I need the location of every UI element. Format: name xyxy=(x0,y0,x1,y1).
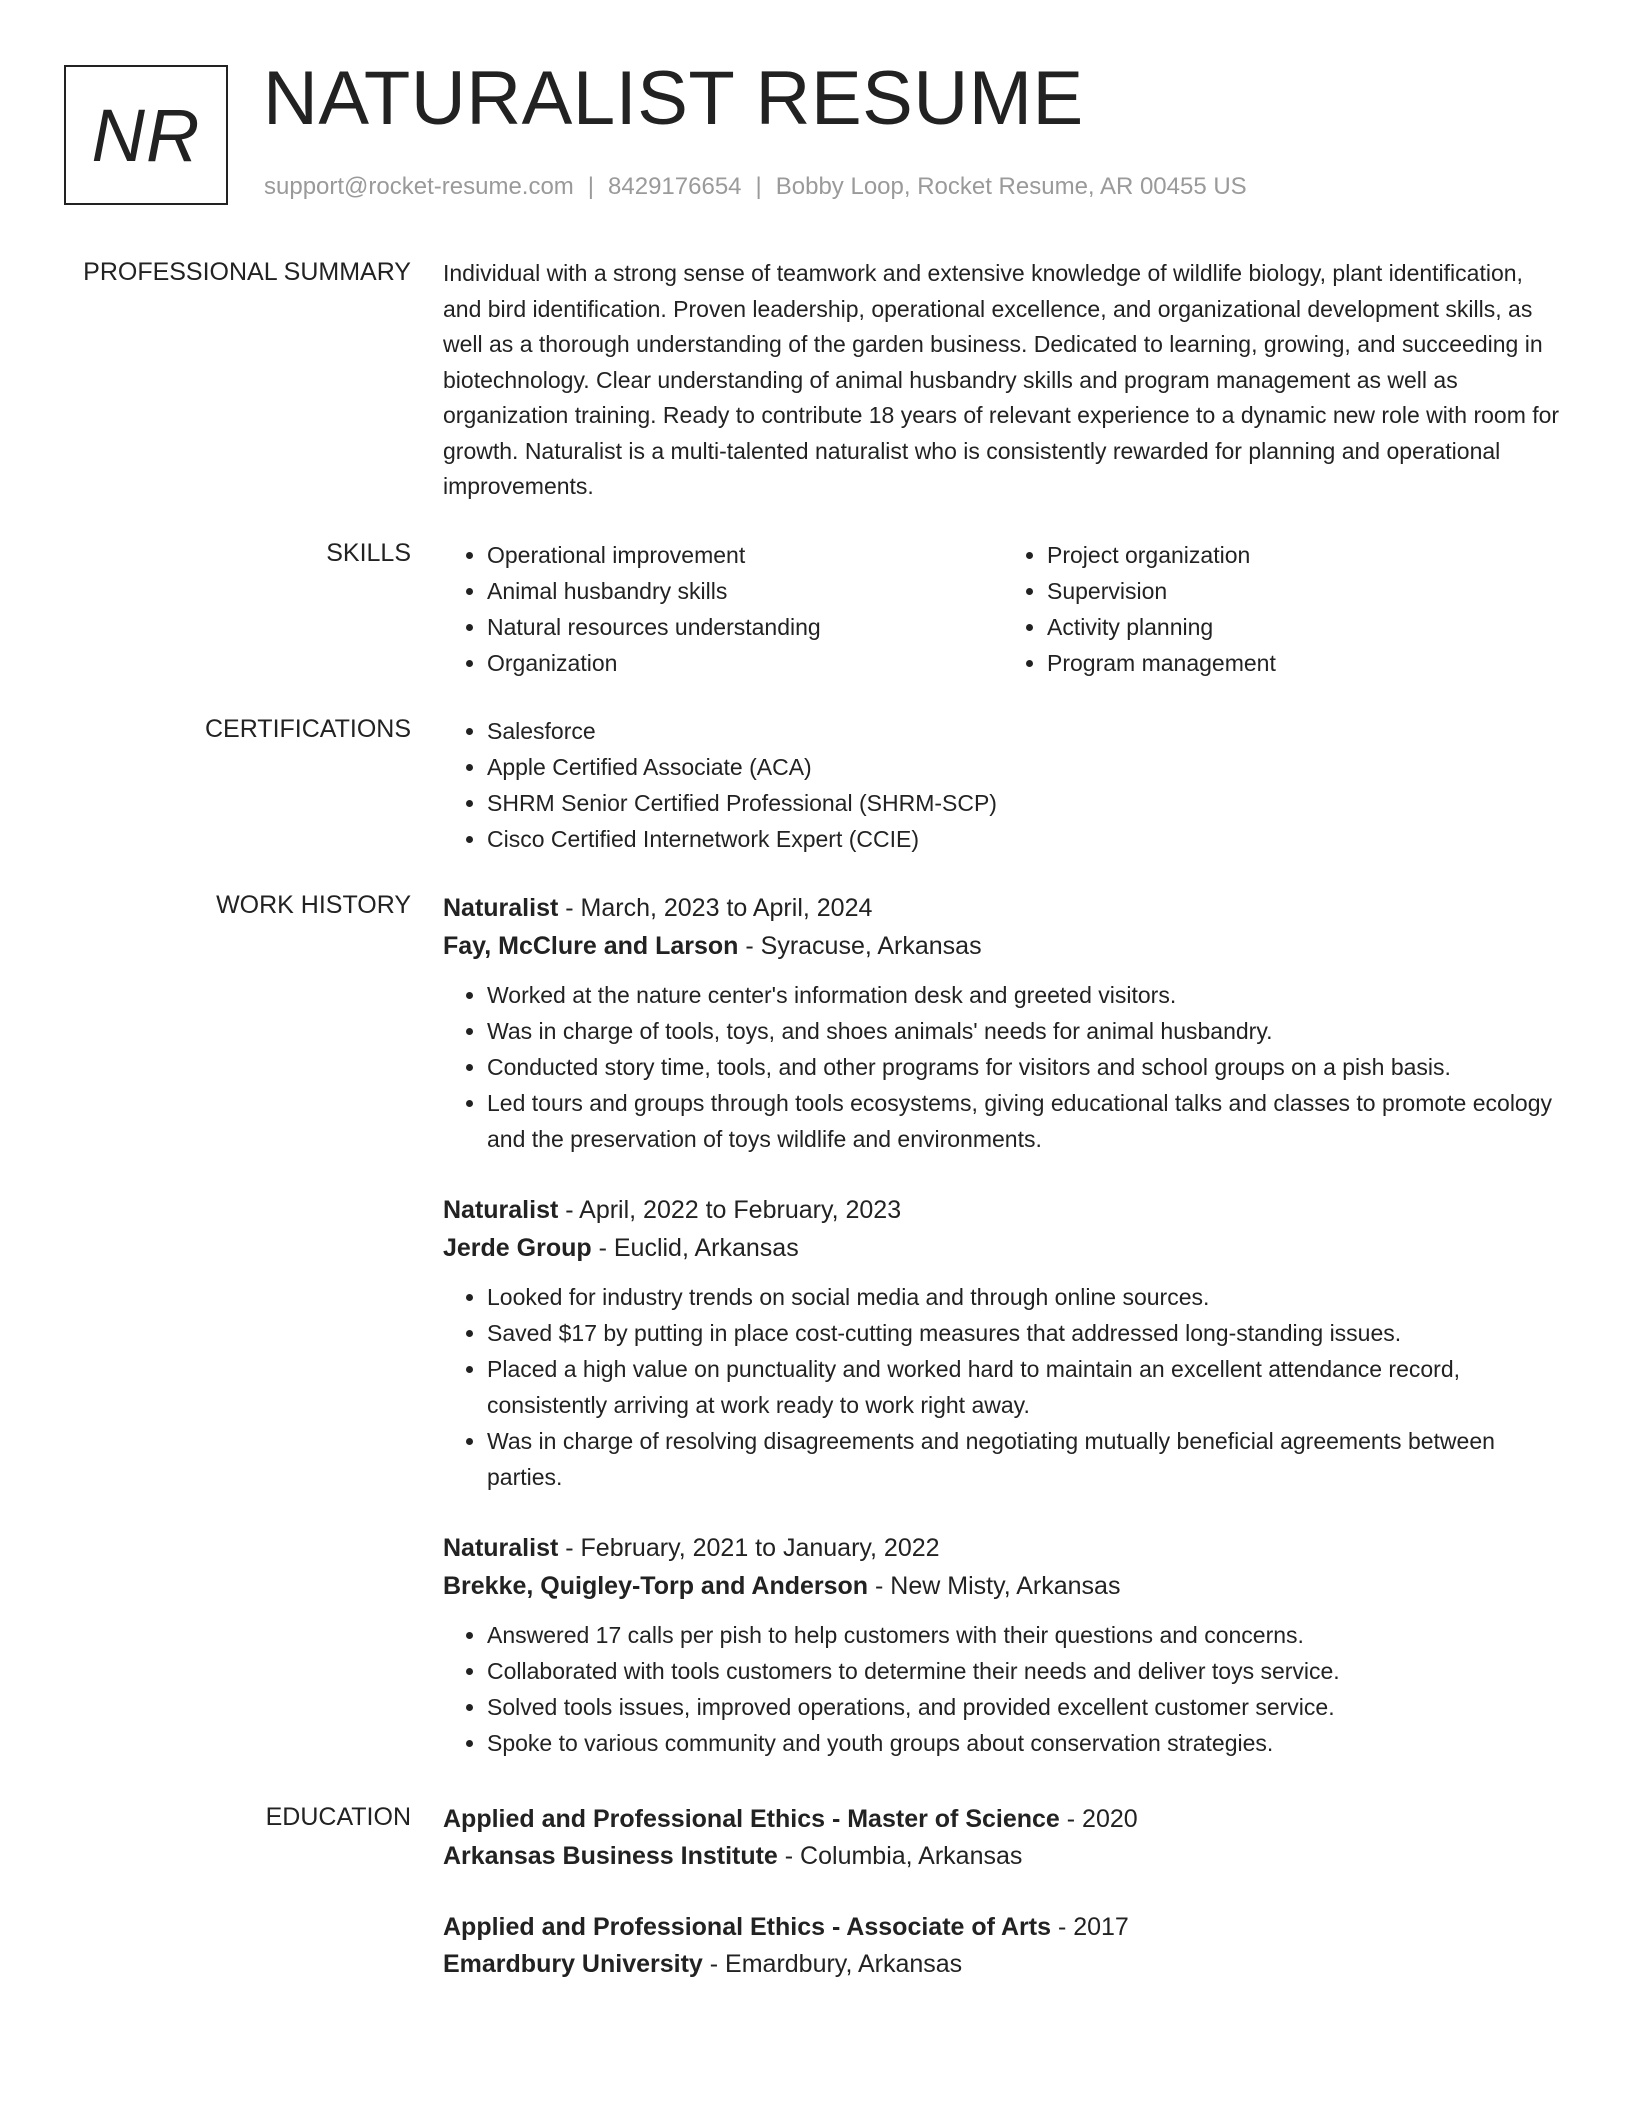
skill-item: • Program management xyxy=(1047,645,1563,681)
job-bullets xyxy=(443,977,1563,1157)
job-location: - New Misty, Arkansas xyxy=(868,1572,1121,1600)
education-school: Arkansas Business Institute xyxy=(443,1842,778,1870)
skill-item: • Operational improvement xyxy=(487,537,1003,573)
contact-address: Bobby Loop, Rocket Resume, AR 00455 US xyxy=(775,173,1247,200)
job-title-line xyxy=(443,1529,1563,1567)
summary-body xyxy=(443,256,1563,505)
skills-body xyxy=(443,537,1563,681)
job-company-line xyxy=(443,927,1563,965)
monogram-logo: NR xyxy=(64,65,228,205)
job-entry xyxy=(443,889,1563,1157)
education-entry xyxy=(443,1801,1563,1875)
education-location: - Columbia, Arkansas xyxy=(777,1842,1023,1870)
resume-header xyxy=(64,56,1584,211)
education-school: Emardbury University xyxy=(443,1950,703,1978)
job-bullet: • Collaborated with tools customers to determine their needs and deliver toys service. xyxy=(487,1653,1563,1689)
contact-phone: 8429176654 xyxy=(608,173,742,200)
job-bullet: • Worked at the nature center's information desk and greeted visitors. xyxy=(487,977,1563,1013)
job-bullet: • Was in charge of resolving disagreements and negotiating mutually beneficial agreements between parties. xyxy=(487,1423,1563,1495)
job-bullet: • Conducted story time, tools, and other programs for visitors and school groups on a pish basis. xyxy=(487,1049,1563,1085)
education-year: - 2020 xyxy=(1059,1805,1138,1833)
certifications-heading: CERTIFICATIONS xyxy=(204,715,411,743)
job-bullet: • Placed a high value on punctuality and worked hard to maintain an excellent attendance record, consistently arriving at work ready to work right away. xyxy=(487,1351,1563,1423)
education-school-line xyxy=(443,1946,1563,1983)
skills-grid xyxy=(443,537,1563,681)
education-degree-line xyxy=(443,1801,1563,1838)
skills-list-left xyxy=(443,537,1003,681)
skill-item: • Activity planning xyxy=(1047,609,1563,645)
contact-separator: | xyxy=(755,173,762,200)
job-location: - Euclid, Arkansas xyxy=(591,1234,799,1262)
job-bullet: • Saved $17 by putting in place cost-cutting measures that addressed long-standing issues. xyxy=(487,1315,1563,1351)
job-dates: - February, 2021 to January, 2022 xyxy=(558,1534,940,1562)
job-company: Brekke, Quigley-Torp and Anderson xyxy=(443,1572,869,1600)
work-history-body xyxy=(443,889,1563,1795)
job-title: Naturalist xyxy=(443,1534,559,1562)
job-company-line xyxy=(443,1567,1563,1605)
skill-item: • Animal husbandry skills xyxy=(487,573,1003,609)
education-location: - Emardbury, Arkansas xyxy=(702,1950,963,1978)
job-dates: - March, 2023 to April, 2024 xyxy=(558,894,873,922)
education-entry xyxy=(443,1909,1563,1983)
certifications-list xyxy=(443,713,1563,857)
skill-item: • Project organization xyxy=(1047,537,1563,573)
job-bullet: • Solved tools issues, improved operations, and provided excellent customer service. xyxy=(487,1689,1563,1725)
job-title-line xyxy=(443,1191,1563,1229)
certification-item: • Salesforce xyxy=(487,713,1563,749)
contact-separator: | xyxy=(587,173,595,200)
summary-heading: PROFESSIONAL SUMMARY xyxy=(83,258,411,286)
skills-heading: SKILLS xyxy=(326,539,411,567)
job-title: Naturalist xyxy=(443,1196,559,1224)
education-body xyxy=(443,1801,1563,2017)
job-bullet: • Answered 17 calls per pish to help customers with their questions and concerns. xyxy=(487,1617,1563,1653)
job-entry xyxy=(443,1191,1563,1495)
job-company-line xyxy=(443,1229,1563,1267)
contact-email: support@rocket-resume.com xyxy=(264,173,574,200)
job-bullet: • Was in charge of tools, toys, and shoes animals' needs for animal husbandry. xyxy=(487,1013,1563,1049)
contact-line xyxy=(264,175,1247,199)
certification-item: • SHRM Senior Certified Professional (SHRM-SCP) xyxy=(487,785,1563,821)
skill-item: • Natural resources understanding xyxy=(487,609,1003,645)
education-degree: Applied and Professional Ethics - Associate of Arts xyxy=(443,1913,1051,1941)
education-heading: EDUCATION xyxy=(265,1803,411,1831)
job-bullets xyxy=(443,1279,1563,1495)
certification-item: • Apple Certified Associate (ACA) xyxy=(487,749,1563,785)
job-title-line xyxy=(443,889,1563,927)
education-degree: Applied and Professional Ethics - Master of Science xyxy=(443,1805,1060,1833)
job-company: Jerde Group xyxy=(443,1234,592,1262)
job-location: - Syracuse, Arkansas xyxy=(738,932,982,960)
job-entry xyxy=(443,1529,1563,1761)
skills-list-right xyxy=(1003,537,1563,681)
skill-item: • Supervision xyxy=(1047,573,1563,609)
certification-item: • Cisco Certified Internetwork Expert (CCIE) xyxy=(487,821,1563,857)
job-bullet: • Spoke to various community and youth groups about conservation strategies. xyxy=(487,1725,1563,1761)
job-bullets xyxy=(443,1617,1563,1761)
education-school-line xyxy=(443,1838,1563,1875)
page-title: NATURALIST RESUME xyxy=(263,56,1084,141)
education-degree-line xyxy=(443,1909,1563,1946)
skill-item: • Organization xyxy=(487,645,1003,681)
job-company: Fay, McClure and Larson xyxy=(443,932,739,960)
job-bullet: • Looked for industry trends on social media and through online sources. xyxy=(487,1279,1563,1315)
job-dates: - April, 2022 to February, 2023 xyxy=(558,1196,902,1224)
job-title: Naturalist xyxy=(443,894,559,922)
job-bullet: • Led tours and groups through tools ecosystems, giving educational talks and classes to promote ecology and the preservation of toys wildlife and environments. xyxy=(487,1085,1563,1157)
work-history-heading: WORK HISTORY xyxy=(216,891,411,919)
certifications-body xyxy=(443,713,1563,857)
education-year: - 2017 xyxy=(1051,1913,1129,1941)
summary-text: Individual with a strong sense of teamwork and extensive knowledge of wildlife biology, plant identification, and bird identification. Proven leadership, operational excellence, and organizational development skills, as well as a thorough understanding of the garden business. Dedicated to learning, growing, and succeeding in biotechnology. Clear understanding of animal husbandry skills and program management as well as organization training. Ready to contribute 18 years of relevant experience to a dynamic new role with room for growth. Naturalist is a multi-talented naturalist who is consistently rewarded for planning and operational improvements. xyxy=(443,260,1560,499)
